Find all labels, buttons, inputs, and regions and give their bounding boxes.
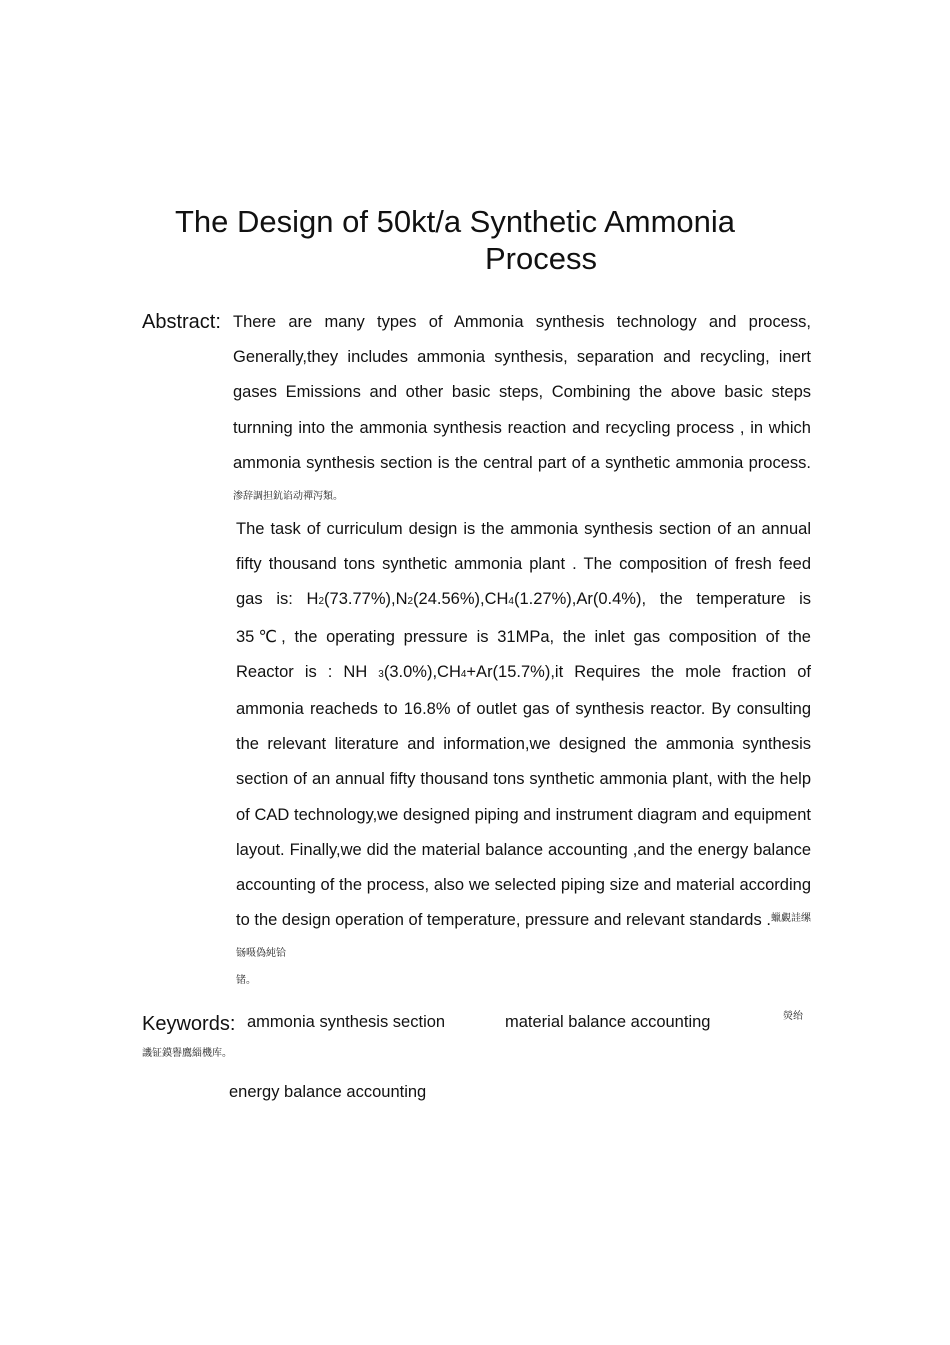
p2-sub-5: 4 — [460, 668, 467, 680]
p2-seg-f: +Ar(15.7%),it Requires the mole fraction of ammonia reacheds to 16.8% of outlet gas of synthesis reactor. By consulting the relevant literature and information,we designed the ammonia synthesis section of an annual fifty thousand tons synthetic ammonia plant, with the help of CAD technology,we designed piping and instrument diagram and equipment layout. Finally,we did the material balance accounting ,and the energy balance accounting of the process, also we selected piping size and material according to the design operation of temperature, pressure and relevant standards . — [236, 662, 811, 930]
keyword-1: ammonia synthesis section — [247, 1013, 446, 1031]
page-title — [175, 203, 775, 277]
p2-seg-e: (3.0%),CH — [383, 662, 461, 681]
p2-seg-d: (1.27%),Ar(0.4%), the temperature is 35℃, the operating pressure is 31MPa, the inlet gas composition of the Reactor is : NH — [236, 590, 812, 681]
abstract-paragraph-1-text: There are many types of Ammonia synthesis technology and process, Generally,they includes ammonia synthesis, separation and recycling, inert gases Emissions and other basic steps, Combining the above basic steps turnning into the ammonia synthesis reaction and recycling process , in which ammonia synthesis section is the central part of a synthetic ammonia process. — [233, 313, 811, 472]
abstract-paragraph-1-note: 渗辞調担鈧谄动禪泻類。 — [233, 491, 343, 503]
p2-sub-2: 2 — [407, 596, 414, 608]
abstract-label: Abstract: — [142, 311, 221, 333]
keyword-2: material balance accounting — [505, 1013, 711, 1031]
p2-sub-3: 4 — [508, 596, 514, 608]
abstract-paragraph-1 — [233, 305, 811, 516]
p2-seg-c: (24.56%),CH — [413, 590, 509, 609]
keywords-note-1: 熒绐 — [783, 1011, 803, 1022]
title-line-2: Process — [485, 241, 597, 276]
p2-seg-a: The task of curriculum design is the ammonia synthesis section of an annual fifty thousand tons synthetic ammonia plant . The composition of fresh feed gas is: H — [236, 520, 811, 609]
p2-seg-b: (73.77%),N — [324, 590, 408, 609]
abstract-paragraph-2-note: 蠟覷詿缧铴嗫偽純铪 — [236, 913, 812, 960]
keyword-3: energy balance accounting — [229, 1083, 427, 1101]
abstract-paragraph-2 — [236, 512, 811, 974]
p2-sub-4: 3 — [378, 668, 384, 680]
title-line-1: The Design of 50kt/a Synthetic Ammonia — [175, 204, 736, 239]
abstract-paragraph-2-tail: 锗。 — [236, 975, 256, 986]
keywords-note-2: 譏钲鏌譽鷹緇機库。 — [142, 1048, 232, 1059]
p2-sub-1: 2 — [318, 596, 325, 608]
keywords-label: Keywords: — [142, 1013, 236, 1035]
